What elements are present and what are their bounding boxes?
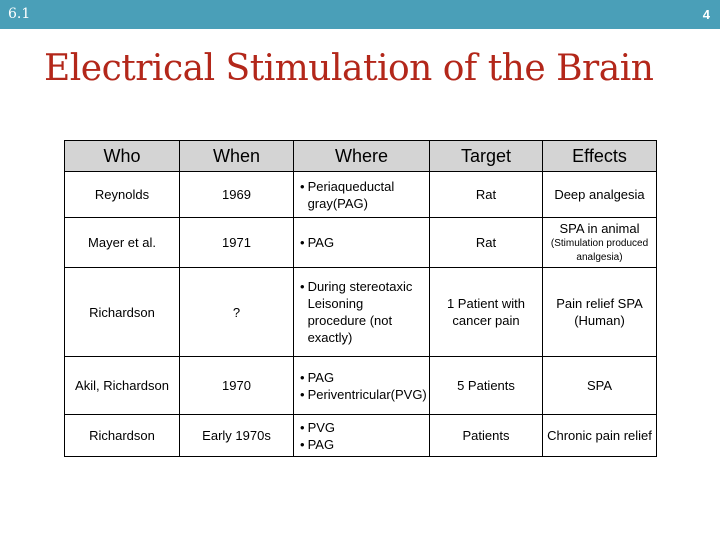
target-cell: 1 Patient with cancer pain	[430, 268, 543, 357]
who-cell: Richardson	[65, 415, 180, 457]
target-cell: Rat	[430, 172, 543, 218]
when-cell: ?	[180, 268, 294, 357]
effects-cell: SPA	[543, 357, 657, 415]
target-cell: Patients	[430, 415, 543, 457]
table-header-row	[65, 141, 657, 172]
who-cell: Akil, Richardson	[65, 357, 180, 415]
table-row	[65, 268, 657, 357]
top-bar	[0, 0, 720, 29]
effects-note: (Stimulation produced analgesia)	[550, 238, 649, 263]
who-cell: Mayer et al.	[65, 218, 180, 268]
where-cell	[294, 357, 430, 415]
table-row	[65, 172, 657, 218]
column-header-target: Target	[430, 141, 543, 172]
effects-cell: Pain relief SPA (Human)	[543, 268, 657, 357]
where-item: • PAG	[300, 369, 335, 385]
where-item: • Periventricular(PVG)	[300, 386, 427, 402]
where-item: • Periaqueductal gray(PAG)	[300, 178, 395, 211]
table-row	[65, 357, 657, 415]
table-row	[65, 415, 657, 457]
effects-cell: Deep analgesia	[543, 172, 657, 218]
where-item: • PAG	[300, 235, 335, 250]
where-item: • During stereotaxic Leisoning procedure (not exactly)	[300, 279, 413, 345]
where-cell	[294, 218, 430, 268]
where-item: • PVG	[300, 419, 336, 435]
who-cell: Reynolds	[65, 172, 180, 218]
page-number: 4	[702, 7, 710, 22]
effects-main: SPA in animal	[559, 221, 640, 236]
where-cell	[294, 268, 430, 357]
effects-cell	[543, 218, 657, 268]
when-cell: 1969	[180, 172, 294, 218]
stimulation-table	[64, 140, 657, 457]
where-item: • PAG	[300, 436, 335, 452]
column-header-when: When	[180, 141, 294, 172]
who-cell: Richardson	[65, 268, 180, 357]
target-cell: 5 Patients	[430, 357, 543, 415]
where-cell	[294, 172, 430, 218]
where-cell	[294, 415, 430, 457]
table-row	[65, 218, 657, 268]
column-header-who: Who	[65, 141, 180, 172]
target-cell: Rat	[430, 218, 543, 268]
effects-cell: Chronic pain relief	[543, 415, 657, 457]
slide-title: Electrical Stimulation of the Brain	[44, 48, 654, 89]
column-header-where: Where	[294, 141, 430, 172]
section-number: 6.1	[8, 6, 31, 22]
when-cell: 1970	[180, 357, 294, 415]
when-cell: Early 1970s	[180, 415, 294, 457]
column-header-effects: Effects	[543, 141, 657, 172]
when-cell: 1971	[180, 218, 294, 268]
